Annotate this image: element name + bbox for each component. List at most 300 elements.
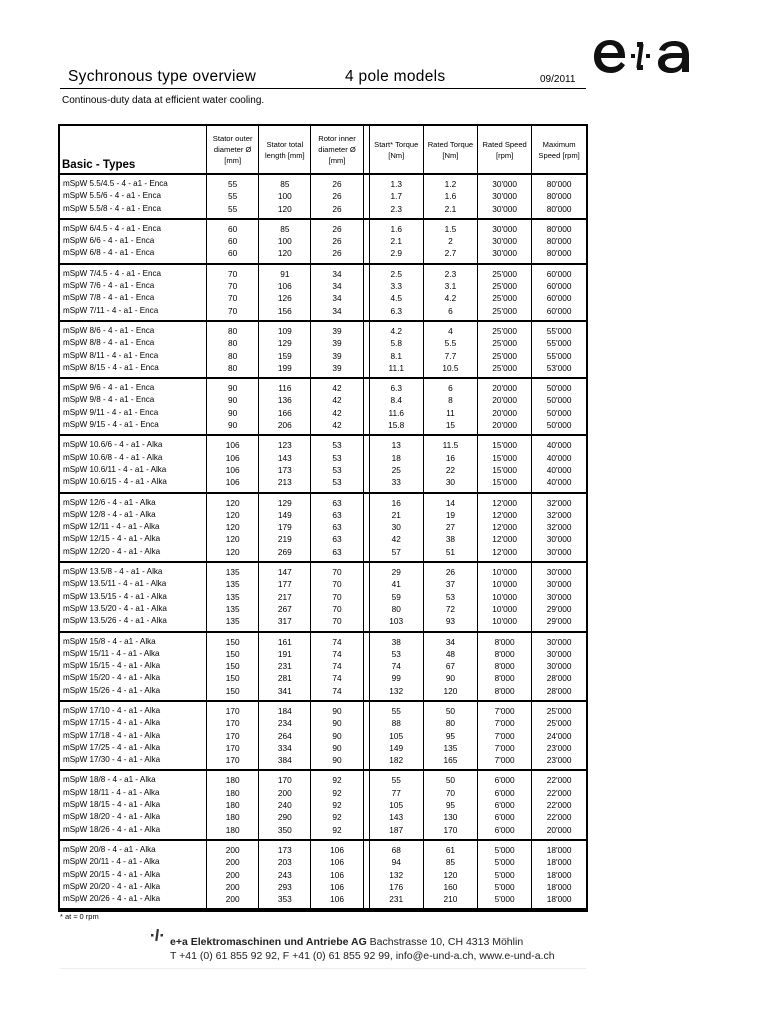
- value-cell: 53: [369, 648, 423, 660]
- value-cell: 269: [259, 546, 311, 562]
- table-row: [60, 578, 586, 590]
- motor-type-cell: mSpW 5.5/4.5 - 4 - a1 - Enca: [63, 179, 168, 188]
- value-cell: 30'000: [532, 562, 586, 578]
- value-cell: 15'000: [478, 435, 532, 451]
- value-cell: 90: [311, 754, 363, 770]
- value-cell: 25'000: [478, 337, 532, 349]
- table-row: [60, 856, 586, 868]
- value-cell: 18: [369, 452, 423, 464]
- motor-type-cell: mSpW 15/26 - 4 - a1 - Alka: [60, 685, 207, 701]
- value-cell: 180: [207, 770, 259, 786]
- value-cell: 3.1: [423, 280, 477, 292]
- value-cell: 26: [311, 174, 363, 190]
- value-cell: 12'000: [478, 533, 532, 545]
- value-cell: 50'000: [532, 419, 586, 435]
- value-cell: 25'000: [532, 717, 586, 729]
- value-cell: 150: [207, 648, 259, 660]
- table-row: [60, 811, 586, 823]
- motor-type-cell: mSpW 12/15 - 4 - a1 - Alka: [63, 534, 161, 544]
- value-cell: 173: [259, 464, 311, 476]
- value-cell: 50: [423, 770, 477, 786]
- value-cell: 92: [311, 811, 363, 823]
- column-header: Maximum Speed [rpm]: [532, 126, 586, 174]
- value-cell: 92: [311, 799, 363, 811]
- table-row: [60, 742, 586, 754]
- value-cell: 5'000: [478, 881, 532, 893]
- value-cell: 15'000: [478, 476, 532, 492]
- value-cell: 95: [423, 799, 477, 811]
- value-cell: 25: [369, 464, 423, 476]
- value-cell: 25'000: [478, 362, 532, 378]
- value-cell: 2.7: [423, 247, 477, 263]
- value-cell: 8.1: [369, 350, 423, 362]
- motor-type-cell: mSpW 5.5/6 - 4 - a1 - Enca: [63, 191, 162, 201]
- table-row: [60, 509, 586, 521]
- value-cell: 293: [259, 881, 311, 893]
- value-cell: 264: [259, 730, 311, 742]
- value-cell: 4.2: [423, 292, 477, 304]
- value-cell: 18'000: [532, 840, 586, 856]
- value-cell: 8'000: [478, 660, 532, 672]
- motor-type-cell: mSpW 6/8 - 4 - a1 - Enca: [60, 247, 207, 263]
- value-cell: 150: [207, 660, 259, 672]
- company-logo: [590, 36, 712, 76]
- value-cell: 5'000: [478, 856, 532, 868]
- value-cell: 100: [259, 235, 311, 247]
- value-cell: 123: [259, 435, 311, 451]
- motor-type-cell: mSpW 18/8 - 4 - a1 - Alka: [63, 775, 156, 785]
- value-cell: 42: [311, 394, 363, 406]
- value-cell: 70: [207, 280, 259, 292]
- footnote: * at ≈ 0 rpm: [60, 912, 99, 921]
- value-cell: 200: [207, 869, 259, 881]
- value-cell: 70: [207, 264, 259, 280]
- value-cell: 60: [207, 247, 259, 263]
- value-cell: 53: [311, 464, 363, 476]
- value-cell: 26: [311, 219, 363, 235]
- value-cell: 74: [311, 660, 363, 672]
- value-cell: 30'000: [532, 648, 586, 660]
- value-cell: 48: [423, 648, 477, 660]
- value-cell: 135: [207, 615, 259, 631]
- motor-type-cell: mSpW 17/25 - 4 - a1 - Alka: [63, 742, 161, 752]
- company-name: e+a Elektromaschinen und Antriebe AG: [170, 936, 367, 948]
- value-cell: 30'000: [532, 660, 586, 672]
- value-cell: 63: [311, 493, 363, 509]
- column-header: Rated Speed [rpm]: [478, 126, 532, 174]
- value-cell: 90: [207, 419, 259, 435]
- motor-type-cell: mSpW 9/11 - 4 - a1 - Enca: [63, 407, 159, 417]
- table-row: [60, 533, 586, 545]
- value-cell: 5'000: [478, 869, 532, 881]
- value-cell: 20'000: [478, 394, 532, 406]
- table-row: [60, 305, 586, 321]
- value-cell: 55'000: [532, 337, 586, 349]
- motor-type-cell: mSpW 15/8 - 4 - a1 - Alka: [63, 636, 156, 646]
- value-cell: 120: [259, 247, 311, 263]
- value-cell: 92: [311, 824, 363, 840]
- value-cell: 34: [311, 305, 363, 321]
- table-row: [60, 562, 586, 578]
- value-cell: 22'000: [532, 787, 586, 799]
- value-cell: 281: [259, 672, 311, 684]
- motor-type-cell: mSpW 20/20 - 4 - a1 - Alka: [63, 881, 161, 891]
- value-cell: 90: [207, 378, 259, 394]
- value-cell: 135: [207, 591, 259, 603]
- value-cell: 200: [207, 881, 259, 893]
- value-cell: 25'000: [478, 280, 532, 292]
- value-cell: 41: [369, 578, 423, 590]
- value-cell: 26: [311, 203, 363, 219]
- table-row: [60, 394, 586, 406]
- value-cell: 213: [259, 476, 311, 492]
- motor-type-cell: mSpW 15/15 - 4 - a1 - Alka: [63, 661, 161, 671]
- value-cell: 10'000: [478, 615, 532, 631]
- value-cell: 1.6: [369, 219, 423, 235]
- table-row: [60, 632, 586, 648]
- company-mark-icon: [150, 928, 164, 942]
- value-cell: 231: [369, 893, 423, 909]
- value-cell: 106: [259, 280, 311, 292]
- value-cell: 63: [311, 533, 363, 545]
- value-cell: 129: [259, 337, 311, 349]
- value-cell: 8'000: [478, 685, 532, 701]
- motor-type-cell: mSpW 7/11 - 4 - a1 - Enca: [60, 305, 207, 321]
- value-cell: 30: [369, 521, 423, 533]
- value-cell: 135: [207, 578, 259, 590]
- motor-type-cell: mSpW 8/11 - 4 - a1 - Enca: [63, 350, 159, 360]
- value-cell: 70: [311, 615, 363, 631]
- value-cell: 135: [423, 742, 477, 754]
- value-cell: 77: [369, 787, 423, 799]
- value-cell: 120: [259, 203, 311, 219]
- value-cell: 156: [259, 305, 311, 321]
- value-cell: 187: [369, 824, 423, 840]
- value-cell: 55: [207, 174, 259, 190]
- value-cell: 317: [259, 615, 311, 631]
- value-cell: 61: [423, 840, 477, 856]
- value-cell: 39: [311, 350, 363, 362]
- table-row: [60, 546, 586, 562]
- value-cell: 341: [259, 685, 311, 701]
- value-cell: 50: [423, 701, 477, 717]
- value-cell: 53: [311, 476, 363, 492]
- value-cell: 6'000: [478, 787, 532, 799]
- value-cell: 4.5: [369, 292, 423, 304]
- value-cell: 90: [311, 701, 363, 717]
- value-cell: 11: [423, 407, 477, 419]
- value-cell: 27: [423, 521, 477, 533]
- value-cell: 51: [423, 546, 477, 562]
- value-cell: 15: [423, 419, 477, 435]
- value-cell: 20'000: [478, 378, 532, 394]
- value-cell: 70: [423, 787, 477, 799]
- value-cell: 74: [311, 685, 363, 701]
- motor-type-cell: mSpW 13.5/15 - 4 - a1 - Alka: [63, 591, 167, 601]
- value-cell: 180: [207, 824, 259, 840]
- value-cell: 149: [369, 742, 423, 754]
- motor-spec-table: [58, 124, 588, 912]
- value-cell: 55'000: [532, 350, 586, 362]
- motor-type-cell: mSpW 12/11 - 4 - a1 - Alka: [63, 522, 160, 532]
- table-row: [60, 787, 586, 799]
- table-row: [60, 419, 586, 435]
- value-cell: 180: [207, 799, 259, 811]
- value-cell: 8.4: [369, 394, 423, 406]
- value-cell: 92: [311, 787, 363, 799]
- value-cell: 18'000: [532, 893, 586, 909]
- value-cell: 25'000: [478, 305, 532, 321]
- table-row: [60, 591, 586, 603]
- value-cell: 160: [423, 881, 477, 893]
- value-cell: 53: [311, 452, 363, 464]
- value-cell: 53'000: [532, 362, 586, 378]
- value-cell: 22'000: [532, 811, 586, 823]
- value-cell: 177: [259, 578, 311, 590]
- motor-type-cell: mSpW 12/6 - 4 - a1 - Alka: [63, 497, 156, 507]
- value-cell: 70: [311, 603, 363, 615]
- value-cell: 2.1: [423, 203, 477, 219]
- motor-type-cell: mSpW 20/15 - 4 - a1 - Alka: [63, 869, 161, 879]
- column-header: Stator outer diameter Ø [mm]: [207, 126, 259, 174]
- value-cell: 25'000: [478, 321, 532, 337]
- motor-type-cell: mSpW 8/6 - 4 - a1 - Enca: [63, 325, 155, 335]
- company-address: Bachstrasse 10, CH 4313 Möhlin: [369, 936, 524, 948]
- value-cell: 63: [311, 521, 363, 533]
- title-rule: [60, 88, 586, 89]
- value-cell: 149: [259, 509, 311, 521]
- value-cell: 85: [423, 856, 477, 868]
- motor-type-cell: mSpW 20/26 - 4 - a1 - Alka: [60, 893, 207, 909]
- value-cell: 147: [259, 562, 311, 578]
- value-cell: 179: [259, 521, 311, 533]
- value-cell: 40'000: [532, 435, 586, 451]
- value-cell: 105: [369, 799, 423, 811]
- value-cell: 7.7: [423, 350, 477, 362]
- value-cell: 30'000: [532, 546, 586, 562]
- motor-type-cell: mSpW 8/15 - 4 - a1 - Enca: [60, 362, 207, 378]
- value-cell: 26: [423, 562, 477, 578]
- value-cell: 135: [207, 562, 259, 578]
- motor-type-cell: mSpW 15/20 - 4 - a1 - Alka: [63, 673, 161, 683]
- column-header: Rated Torque [Nm]: [423, 126, 477, 174]
- value-cell: 19: [423, 509, 477, 521]
- value-cell: 15'000: [478, 452, 532, 464]
- value-cell: 130: [423, 811, 477, 823]
- footer-contact: T +41 (0) 61 855 92 92, F +41 (0) 61 855 92 99, info@e-und-a.ch, www.e-und-a.ch: [170, 950, 555, 962]
- table-row: [60, 660, 586, 672]
- value-cell: 1.6: [423, 190, 477, 202]
- motor-type-cell: mSpW 13.5/20 - 4 - a1 - Alka: [63, 603, 167, 613]
- value-cell: 170: [207, 754, 259, 770]
- value-cell: 116: [259, 378, 311, 394]
- value-cell: 72: [423, 603, 477, 615]
- motor-type-cell: mSpW 10.6/6 - 4 - a1 - Alka: [63, 440, 163, 450]
- table-row: [60, 407, 586, 419]
- value-cell: 37: [423, 578, 477, 590]
- value-cell: 42: [311, 419, 363, 435]
- value-cell: 12'000: [478, 493, 532, 509]
- motor-type-cell: mSpW 13.5/11 - 4 - a1 - Alka: [63, 579, 167, 589]
- value-cell: 10.5: [423, 362, 477, 378]
- motor-type-cell: mSpW 9/8 - 4 - a1 - Enca: [63, 395, 155, 405]
- value-cell: 136: [259, 394, 311, 406]
- value-cell: 206: [259, 419, 311, 435]
- value-cell: 143: [259, 452, 311, 464]
- value-cell: 18'000: [532, 881, 586, 893]
- value-cell: 200: [207, 840, 259, 856]
- value-cell: 150: [207, 672, 259, 684]
- value-cell: 106: [311, 869, 363, 881]
- value-cell: 74: [311, 648, 363, 660]
- table-row: [60, 701, 586, 717]
- value-cell: 191: [259, 648, 311, 660]
- value-cell: 39: [311, 362, 363, 378]
- value-cell: 5.5: [423, 337, 477, 349]
- value-cell: 120: [207, 533, 259, 545]
- motor-type-cell: mSpW 6/4.5 - 4 - a1 - Enca: [63, 223, 162, 233]
- value-cell: 170: [207, 701, 259, 717]
- value-cell: 120: [207, 509, 259, 521]
- intro-text: Continous-duty data at efficient water cooling.: [62, 95, 265, 106]
- value-cell: 80'000: [532, 203, 586, 219]
- value-cell: 91: [259, 264, 311, 280]
- value-cell: 5'000: [478, 840, 532, 856]
- value-cell: 67: [423, 660, 477, 672]
- motor-type-cell: mSpW 6/6 - 4 - a1 - Enca: [63, 236, 155, 246]
- value-cell: 22: [423, 464, 477, 476]
- table-row: [60, 350, 586, 362]
- motor-type-cell: mSpW 12/8 - 4 - a1 - Alka: [63, 509, 156, 519]
- table-row: [60, 235, 586, 247]
- value-cell: 60'000: [532, 264, 586, 280]
- value-cell: 18'000: [532, 856, 586, 868]
- motor-type-cell: mSpW 10.6/15 - 4 - a1 - Alka: [60, 476, 207, 492]
- value-cell: 106: [207, 476, 259, 492]
- value-cell: 8: [423, 394, 477, 406]
- table-row: [60, 247, 586, 263]
- value-cell: 334: [259, 742, 311, 754]
- value-cell: 161: [259, 632, 311, 648]
- value-cell: 50'000: [532, 378, 586, 394]
- value-cell: 143: [369, 811, 423, 823]
- value-cell: 217: [259, 591, 311, 603]
- value-cell: 267: [259, 603, 311, 615]
- value-cell: 30'000: [532, 533, 586, 545]
- motor-type-cell: mSpW 15/11 - 4 - a1 - Alka: [63, 648, 160, 658]
- table-row: [60, 280, 586, 292]
- value-cell: 199: [259, 362, 311, 378]
- table-row: [60, 615, 586, 631]
- value-cell: 203: [259, 856, 311, 868]
- motor-type-cell: mSpW 9/6 - 4 - a1 - Enca: [63, 383, 155, 393]
- motor-type-cell: mSpW 5.5/8 - 4 - a1 - Enca: [60, 203, 207, 219]
- motor-type-cell: mSpW 9/15 - 4 - a1 - Enca: [60, 419, 207, 435]
- value-cell: 70: [311, 578, 363, 590]
- value-cell: 6'000: [478, 811, 532, 823]
- value-cell: 60: [207, 219, 259, 235]
- value-cell: 30'000: [478, 219, 532, 235]
- value-cell: 350: [259, 824, 311, 840]
- footer-company-line: [170, 936, 523, 948]
- value-cell: 7'000: [478, 742, 532, 754]
- value-cell: 150: [207, 685, 259, 701]
- table-row: [60, 754, 586, 770]
- value-cell: 11.1: [369, 362, 423, 378]
- table-row: [60, 521, 586, 533]
- value-cell: 60'000: [532, 305, 586, 321]
- value-cell: 7'000: [478, 730, 532, 742]
- value-cell: 34: [423, 632, 477, 648]
- value-cell: 26: [311, 190, 363, 202]
- value-cell: 70: [207, 292, 259, 304]
- value-cell: 25'000: [478, 350, 532, 362]
- value-cell: 18'000: [532, 869, 586, 881]
- table-row: [60, 292, 586, 304]
- bottom-rule: [60, 968, 586, 969]
- value-cell: 6.3: [369, 378, 423, 394]
- value-cell: 23'000: [532, 754, 586, 770]
- motor-type-cell: mSpW 17/10 - 4 - a1 - Alka: [63, 705, 161, 715]
- value-cell: 55: [207, 203, 259, 219]
- value-cell: 6'000: [478, 824, 532, 840]
- value-cell: 25'000: [478, 292, 532, 304]
- value-cell: 106: [207, 452, 259, 464]
- value-cell: 38: [423, 533, 477, 545]
- value-cell: 12'000: [478, 521, 532, 533]
- value-cell: 88: [369, 717, 423, 729]
- value-cell: 106: [311, 893, 363, 909]
- value-cell: 23'000: [532, 742, 586, 754]
- value-cell: 80'000: [532, 174, 586, 190]
- value-cell: 60'000: [532, 292, 586, 304]
- value-cell: 176: [369, 881, 423, 893]
- value-cell: 11.6: [369, 407, 423, 419]
- motor-type-cell: mSpW 17/30 - 4 - a1 - Alka: [60, 754, 207, 770]
- value-cell: 22'000: [532, 770, 586, 786]
- value-cell: 2.3: [369, 203, 423, 219]
- value-cell: 90: [423, 672, 477, 684]
- table-row: [60, 464, 586, 476]
- table-row: [60, 824, 586, 840]
- value-cell: 25'000: [532, 701, 586, 717]
- value-cell: 50'000: [532, 394, 586, 406]
- value-cell: 28'000: [532, 685, 586, 701]
- value-cell: 8'000: [478, 648, 532, 660]
- value-cell: 353: [259, 893, 311, 909]
- value-cell: 60: [207, 235, 259, 247]
- value-cell: 30'000: [532, 578, 586, 590]
- motor-type-cell: mSpW 18/15 - 4 - a1 - Alka: [63, 800, 161, 810]
- value-cell: 32'000: [532, 493, 586, 509]
- value-cell: 106: [311, 840, 363, 856]
- table-row: [60, 435, 586, 451]
- value-cell: 290: [259, 811, 311, 823]
- table-row: [60, 452, 586, 464]
- value-cell: 7'000: [478, 701, 532, 717]
- table-row: [60, 203, 586, 219]
- value-cell: 74: [311, 672, 363, 684]
- table-row: [60, 174, 586, 190]
- value-cell: 8'000: [478, 632, 532, 648]
- value-cell: 6.3: [369, 305, 423, 321]
- value-cell: 33: [369, 476, 423, 492]
- value-cell: 85: [259, 219, 311, 235]
- value-cell: 170: [207, 717, 259, 729]
- value-cell: 80: [207, 362, 259, 378]
- table-row: [60, 476, 586, 492]
- value-cell: 20'000: [478, 407, 532, 419]
